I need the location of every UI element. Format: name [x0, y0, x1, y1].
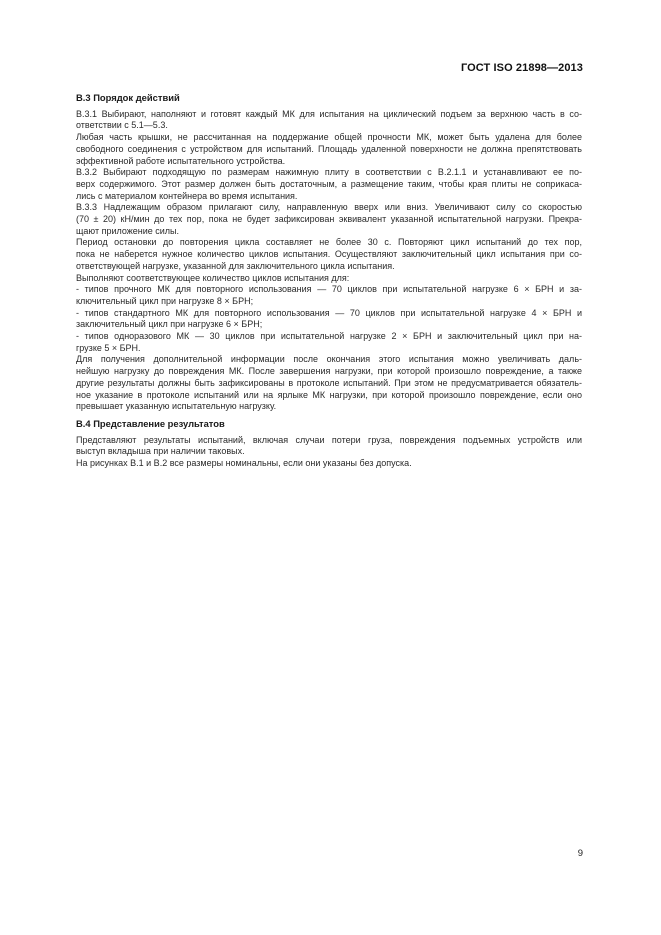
text-line: (70 ± 20) кН/мин до тех пор, пока не будет зафиксирован эквивалент указанной испытательной нагрузки. Прекра- [76, 214, 582, 225]
text-line: лись с материалом контейнера во время испытания. [76, 190, 298, 201]
paragraph [76, 202, 582, 237]
page-number: 9 [577, 848, 583, 859]
paragraph [76, 109, 582, 132]
text-line: ответствии с 5.1—5.3. [76, 120, 168, 131]
paragraph [76, 354, 582, 413]
text-line: Представляют результаты испытаний, включая случаи потери груза, повреждения подъемных устройств или [76, 434, 582, 445]
paragraph [76, 458, 582, 470]
text-line: нейшую нагрузку до повреждения МК. После завершения нагрузки, при которой произошло повреждение, а также [76, 366, 582, 377]
text-line: пока не наберется нужное количество циклов испытания. Осуществляют заключительный цикл испытания при со- [76, 249, 582, 260]
text-line: - типов стандартного МК для повторного использования — 70 циклов при испытательной нагрузке 4 × БРН и [76, 307, 582, 318]
text-line: щают приложение силы. [76, 225, 180, 236]
text-line: В.3.2 Выбирают подходящую по размерам нажимную плиту в соответствии с В.2.1.1 и устанавливают ее по- [76, 167, 582, 178]
section-title: В.3 Порядок действий [76, 92, 180, 103]
text-line: В.3.1 Выбирают, наполняют и готовят каждый МК для испытания на циклический подъем за верхнюю часть в со- [76, 108, 582, 119]
paragraph [76, 435, 582, 458]
text-line: заключительный цикл при нагрузке 6 × БРН; [76, 319, 263, 330]
paragraph [76, 273, 582, 285]
text-line: Период остановки до повторения цикла составляет не более 30 с. Повторяют цикл испытаний до тех пор, [76, 237, 582, 248]
text-line: Выполняют соответствующее количество циклов испытания для: [76, 272, 350, 283]
text-line: Любая часть крышки, не рассчитанная на поддержание общей прочности МК, может быть удалена для более [76, 132, 582, 143]
text-line: свободного соединения с устройством для испытаний. Площадь удаленной поверхности не должна препятствовать [76, 143, 582, 154]
section-title: В.4 Представление результатов [76, 417, 225, 429]
paragraph [76, 284, 582, 307]
text-line: грузке 5 × БРН. [76, 342, 141, 353]
text-line: В.3.3 Надлежащим образом прилагают силу, направленную вверх или вниз. Увеличивают силу со скоростью [76, 202, 582, 213]
paragraph [76, 167, 582, 202]
text-line: - типов прочного МК для повторного использования — 70 циклов при испытательной нагрузке 6 × БРН и за- [76, 284, 582, 295]
text-line: Для получения дополнительной информации после окончания этого испытания можно увеличивать даль- [76, 354, 582, 365]
text-line: выступ вкладыша при наличии таковых. [76, 446, 245, 457]
paragraph [76, 132, 582, 167]
text-line: ное указание в протоколе испытаний или на ярлыке МК нагрузки, при которой произошло повреждение, если оно [76, 389, 582, 400]
paragraph [76, 308, 582, 331]
text-line: ответствующей нагрузке, указанной для заключительного цикла испытания. [76, 260, 395, 271]
text-line: другие результаты должны быть зафиксированы в протоколе испытаний. При этом не предусматривается обязатель- [76, 377, 582, 388]
paragraph [76, 331, 582, 354]
text-line: ключительный цикл при нагрузке 8 × БРН; [76, 295, 254, 306]
text-line: На рисунках В.1 и В.2 все размеры номинальны, если они указаны без допуска. [76, 458, 412, 469]
text-line: верх содержимого. Этот размер должен быть достаточным, а размещение таким, чтобы края плиты не соприкаса- [76, 178, 582, 189]
text-line: эффективной работе испытательного устройства. [76, 155, 286, 166]
text-line: - типов одноразового МК — 30 циклов при испытательной нагрузке 2 × БРН и заключительный цикл при на- [76, 331, 582, 342]
document-header: ГОСТ ISO 21898—2013 [460, 62, 583, 74]
paragraph [76, 237, 582, 272]
document-body [76, 92, 582, 470]
text-line: превышает указанную испытательную нагрузку. [76, 401, 277, 412]
